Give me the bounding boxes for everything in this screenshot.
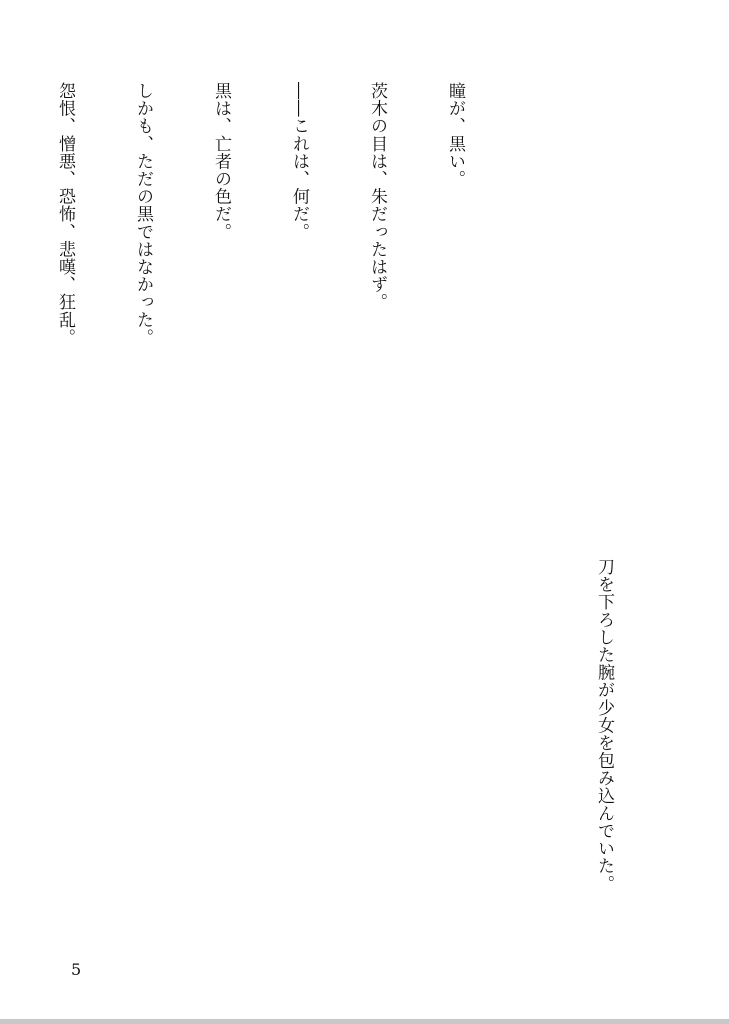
- text-line: ――これは、何だ。: [289, 82, 309, 241]
- page-bottom-divider: [0, 1019, 729, 1024]
- text-line: 黒は、亡者の色だ。: [211, 82, 231, 241]
- text-line: 茨木の目は、朱だったはず。: [367, 82, 387, 311]
- text-line: しかも、ただの黒ではなかった。: [133, 82, 153, 346]
- text-line: 刀を下ろした腕が少女を包み込んでいた。: [594, 558, 614, 893]
- text-line: 怨恨、憎悪、恐怖、悲嘆、狂乱。: [55, 82, 75, 346]
- upper-text-block: [0, 82, 520, 492]
- lower-text-block: [539, 558, 669, 893]
- text-line: 瞳が、黒い。: [445, 82, 465, 188]
- page-number: 5: [71, 960, 82, 979]
